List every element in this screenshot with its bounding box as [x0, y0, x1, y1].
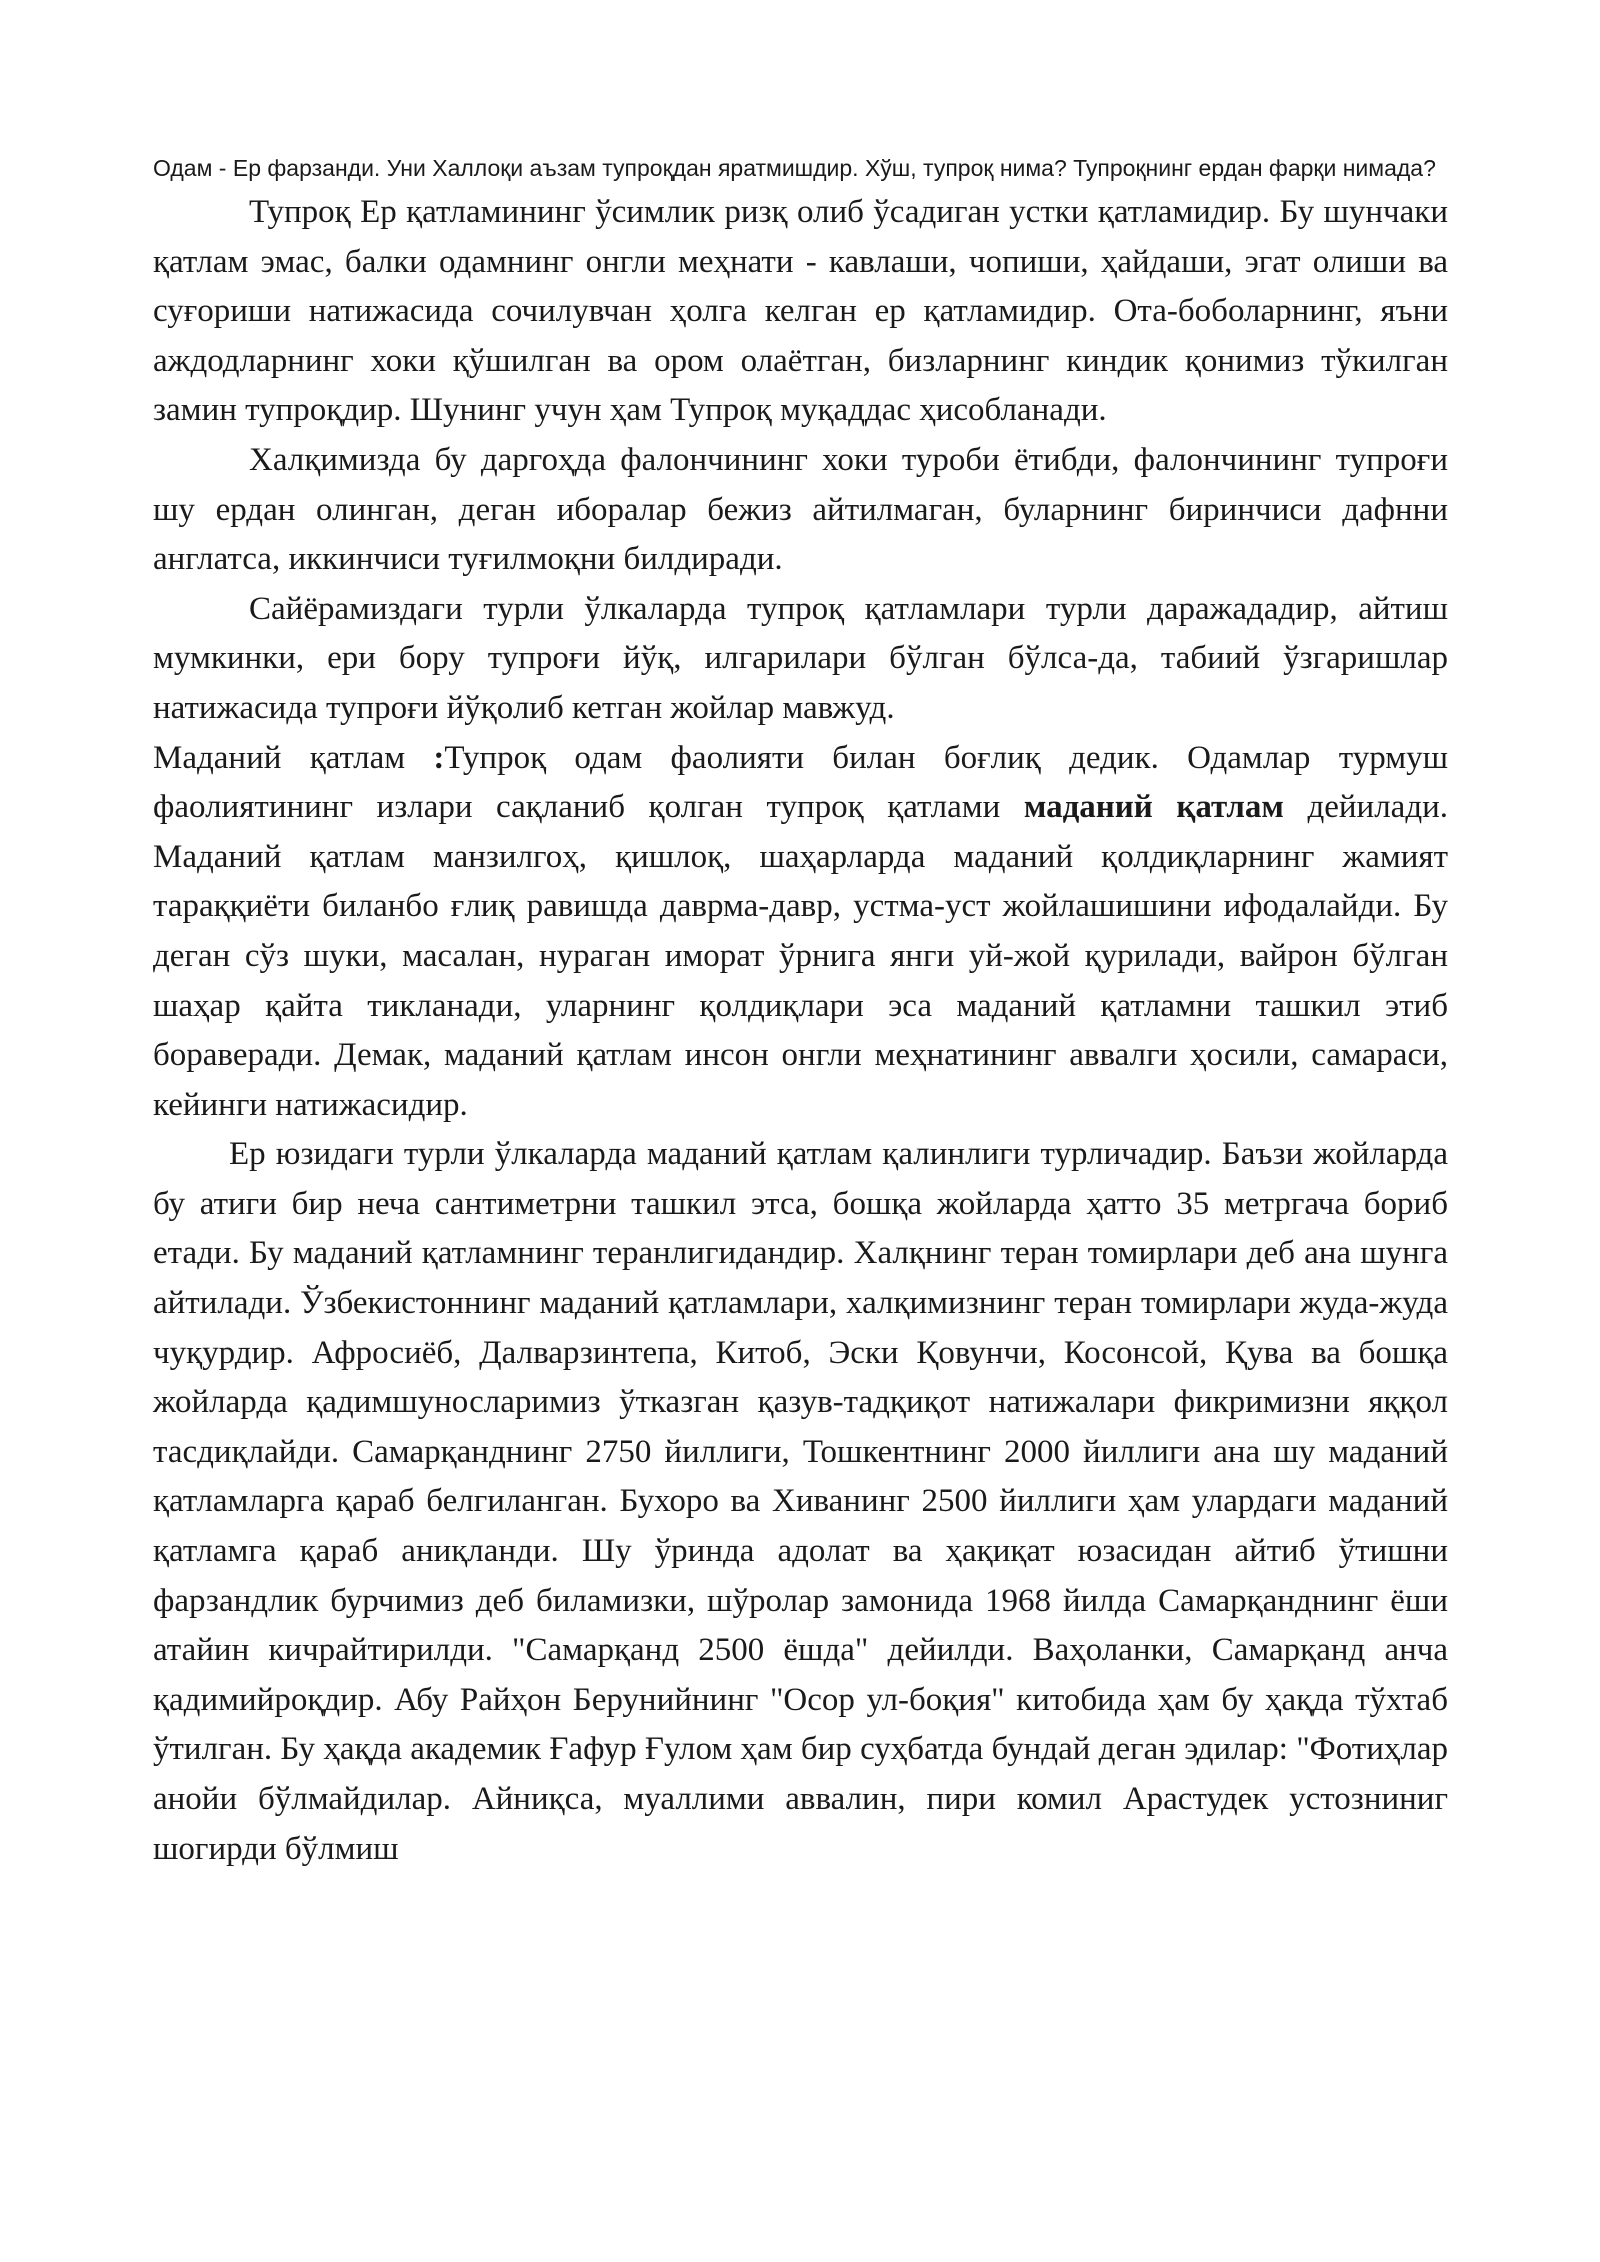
cultural-layer-text-a: Тупроқ одам фаолияти билан боғлиқ дедик. Одамлар турмуш фаолиятининг излари сақланиб қолган тупроқ қатлами [153, 739, 1448, 826]
heading-colon: : [433, 739, 445, 776]
paragraph-cultural-layer [153, 734, 1448, 1131]
cultural-layer-heading: Маданий қатлам [153, 739, 434, 776]
intro-line: Одам - Ер фарзанди. Уни Халлоқи аъзам тупроқдан яратмишдир. Хўш, тупроқ нима? Тупроқнинг ердан фарқи нимада? [153, 155, 1436, 181]
cultural-layer-term: маданий қатлам [1023, 789, 1284, 826]
cultural-layer-text-b: дейилади. Маданий қатлам манзилгоҳ, қишлоқ, шаҳарларда маданий қолдиқларнинг жамият тараққиёти биланбо ғлиқ равишда даврма-давр, устма-уст жойлашишини ифодалайди. Бу деган сўз шуки, масалан, нураган иморат ўрнига янги уй-жой қурилади, вайрон бўлган шаҳар қайта тикланади, уларнинг қолдиқлари эса маданий қатламни ташкил этиб бораверади. Демак, маданий қатлам инсон онгли меҳнатининг аввалги ҳосили, самараси, кейинги натижасидир. [153, 789, 1449, 1123]
paragraph-sayings: Халқимизда бу даргоҳда фалончининг хоки туроби ётибди, фалончининг тупроғи шу ердан олинган, деган иборалар бежиз айтилмаган, буларнинг биринчиси дафнни англатса, иккинчиси туғилмоқни билдиради. [153, 441, 1448, 578]
paragraph-layer-thickness: Ер юзидаги турли ўлкаларда маданий қатлам қалинлиги турличадир. Баъзи жойларда бу атиги бир неча сантиметрни ташкил этса, бошқа жойларда ҳатто 35 метргача бориб етади. Бу маданий қатламнинг теранлигидандир. Халқнинг теран томирлари деб ана шунга айтилади. Ўзбекистоннинг маданий қатламлари, халқимизнинг теран томирлари жуда-жуда чуқурдир. Афросиёб, Далварзинтепа, Китоб, Эски Қовунчи, Косонсой, Қува ва бошқа жойларда қадимшуносларимиз ўтказган қазув-тадқиқот натижалари фикримизни яққол тасдиқлайди. Самарқанднинг 2750 йиллиги, Тошкентнинг 2000 йиллиги ана шу маданий қатламларга қараб белгиланган. Бухоро ва Хиванинг 2500 йиллиги ҳам улардаги маданий қатламга қараб аниқланди. Шу ўринда адолат ва ҳақиқат юзасидан айтиб ўтишни фарзандлик бурчимиз деб биламизки, шўролар замонида 1968 йилда Самарқанднинг ёши атайин кичрайтирилди. "Самарқанд 2500 ёшда" дейилди. Ваҳоланки, Самарқанд анча қадимийроқдир. Абу Райҳон Берунийнинг "Осор ул-боқия" китобида ҳам бу ҳақда тўхтаб ўтилган. Бу ҳақда академик Ғафур Ғулом ҳам бир суҳбатда бундай деган эдилар: "Фотиҳлар анойи бўлмайдилар. Айниқса, муаллими аввалин, пири комил Арастудек устозниниг шогирди бўлмиш [153, 1136, 1448, 1867]
document-body [153, 150, 1448, 1874]
paragraph-regions: Сайёрамиздаги турли ўлкаларда тупроқ қатламлари турли даражададир, айтиш мумкинки, ери бору тупроғи йўқ, илгарилари бўлган бўлса-да, табиий ўзгаришлар натижасида тупроғи йўқолиб кетган жойлар мавжуд. [153, 590, 1448, 726]
paragraph-soil-definition: Тупроқ Ер қатламининг ўсимлик ризқ олиб ўсадиган устки қатламидир. Бу шунчаки қатлам эмас, балки одамнинг онгли меҳнати - кавлаши, чопиши, ҳайдаши, эгат олиши ва суғориши натижасида сочилувчан ҳолга келган ер қатламидир. Ота-боболарнинг, яъни аждодларнинг хоки қўшилган ва ором олаётган, бизларнинг киндик қонимиз тўкилган замин тупроқдир. Шунинг учун ҳам Тупроқ муқаддас ҳисобланади. [153, 194, 1448, 429]
